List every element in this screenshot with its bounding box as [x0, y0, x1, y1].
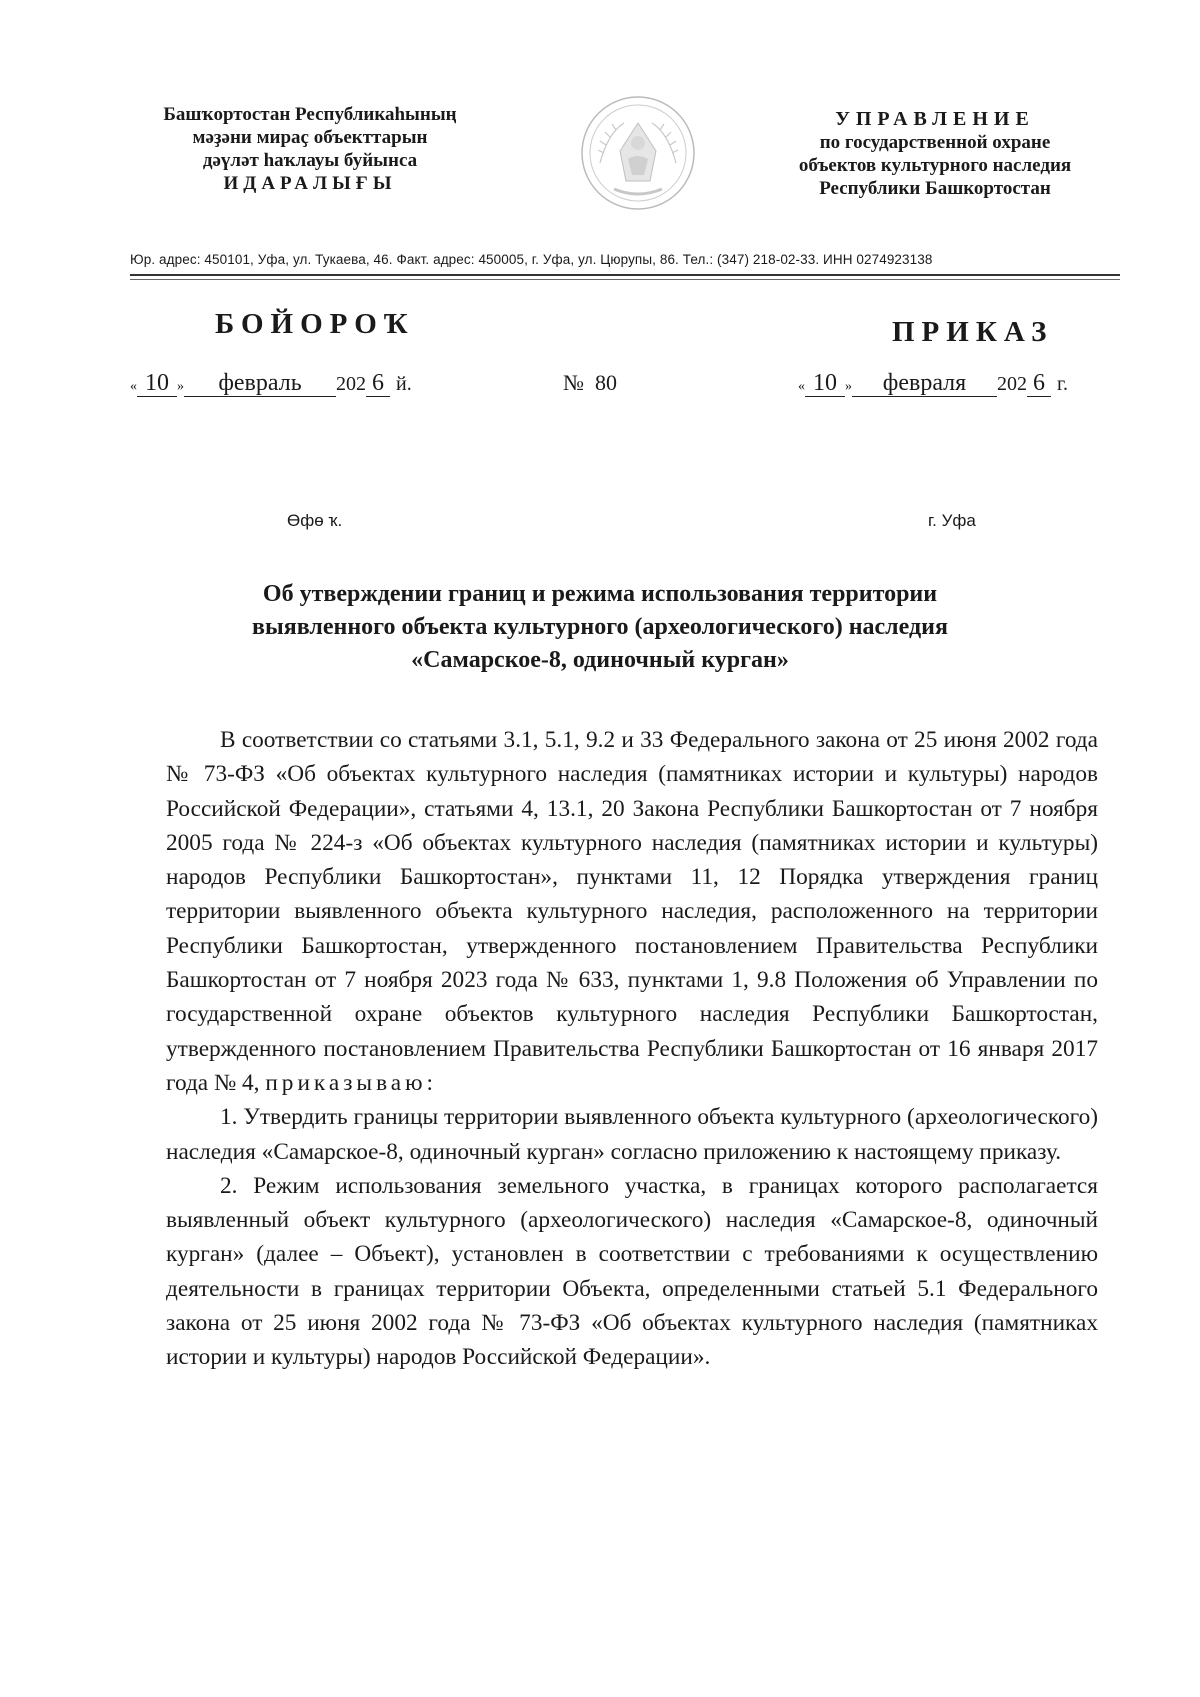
bashkortostan-coat-of-arms-icon: [578, 93, 698, 213]
header-left-line1: Башҡортостан Республикаһының: [163, 104, 457, 125]
order-word-bashkir: БОЙОРОҠ: [215, 308, 415, 340]
date-right-day: 10: [805, 371, 845, 397]
header-left-line4: ИДАРАЛЫҒЫ: [223, 173, 397, 194]
header-right-line4: Республики Башкортостан: [819, 178, 1051, 199]
date-left-day: 10: [137, 371, 177, 397]
date-right-month: февраля: [852, 371, 997, 397]
paragraph-item-1: 1. Утвердить границы территории выявленного объекта культурного (археологического) наследия «Самарское-8, одиночный курган» согласно приложению к настоящему приказу.: [166, 1104, 1098, 1165]
header-right-russian: [770, 108, 1100, 200]
preamble-text: В соответствии со статьями 3.1, 5.1, 9.2 и 33 Федерального закона от 25 июня 2002 года № 73-ФЗ «Об объектах культурного наследия (памятниках истории и культуры) народов Российской Федерации», статьями 4, 13.1, 20 Закона Республики Башкортостан от 7 ноября 2005 года № 224-з «Об объектах культурного наследия (памятниках истории и культуры) народов Республики Башкортостан», пунктами 11, 12 Порядка утверждения границ территории выявленного объекта культурного наследия, расположенного на территории Республики Башкортостан, утвержденного постановлением Правительства Республики Башкортостан от 7 ноября 2023 года № 633, пунктами 1, 9.8 Положения об Управлении по государственной охране объектов культурного наследия Республики Башкортостан, утвержденного постановлением Правительства Республики Башкортостан от 16 января 2017 года № 4,: [166, 727, 1098, 1096]
date-right-year-prefix: 202: [997, 373, 1027, 395]
paragraph-preamble: [166, 723, 1098, 1100]
city-russian: г. Уфа: [928, 511, 976, 530]
document-title: [160, 578, 1040, 677]
date-left-year-prefix: 202: [336, 373, 366, 395]
date-right-year-digit: 6: [1027, 371, 1051, 397]
date-right-open-quote: «: [798, 379, 805, 394]
date-left-year-digit: 6: [366, 371, 390, 397]
date-left-close-quote: »: [177, 379, 184, 394]
document-body: [166, 723, 1098, 1375]
title-line3: «Самарское-8, одиночный курган»: [411, 647, 789, 673]
date-left-suffix: й.: [396, 373, 412, 395]
header-left-line3: дәүләт һаҡлауы буйынса: [202, 150, 418, 171]
date-right: [798, 370, 1068, 397]
header-right-line3: объектов культурного наследия: [798, 155, 1072, 176]
header-rule: [130, 274, 1120, 276]
title-line1: Об утверждении границ и режима использования территории: [262, 581, 938, 607]
date-left: [130, 370, 412, 397]
title-line2: выявленного объекта культурного (археологического) наследия: [252, 614, 948, 640]
header-left-bashkir: [130, 103, 490, 195]
header-right-line2: по государственной охране: [819, 132, 1051, 153]
date-right-suffix: г.: [1057, 373, 1068, 395]
order-number-sign: №: [563, 370, 584, 395]
order-word-russian: ПРИКАЗ: [892, 316, 1054, 348]
header-rule-thin: [130, 279, 1120, 280]
header-right-line1: УПРАВЛЕНИЕ: [835, 108, 1035, 130]
city-bashkir: Өфө ҡ.: [287, 511, 343, 530]
date-left-open-quote: «: [130, 379, 137, 394]
order-word-inline: приказываю:: [265, 1069, 437, 1096]
order-number-value: 80: [595, 370, 617, 395]
order-number: [563, 370, 617, 396]
header-left-line2: мәҙәни мираҫ объекттарын: [192, 127, 428, 148]
date-right-close-quote: »: [845, 379, 852, 394]
date-left-month: февраль: [184, 371, 336, 397]
address-line: Юр. адрес: 450101, Уфа, ул. Тукаева, 46. Факт. адрес: 450005, г. Уфа, ул. Цюрупы, 86. Тел.: (347) 218-02-33. ИНН 0274923138: [130, 252, 933, 267]
paragraph-item-2: 2. Режим использования земельного участка, в границах которого располагается выявленный объект культурного (археологического) наследия «Самарское-8, одиночный курган» (далее – Объект), установлен в соответствии с требованиями к осуществлению деятельности в границах территории Объекта, определенными статьей 5.1 Федерального закона от 25 июня 2002 года № 73-ФЗ «Об объектах культурного наследия (памятниках истории и культуры) народов Российской Федерации».: [166, 1172, 1098, 1371]
